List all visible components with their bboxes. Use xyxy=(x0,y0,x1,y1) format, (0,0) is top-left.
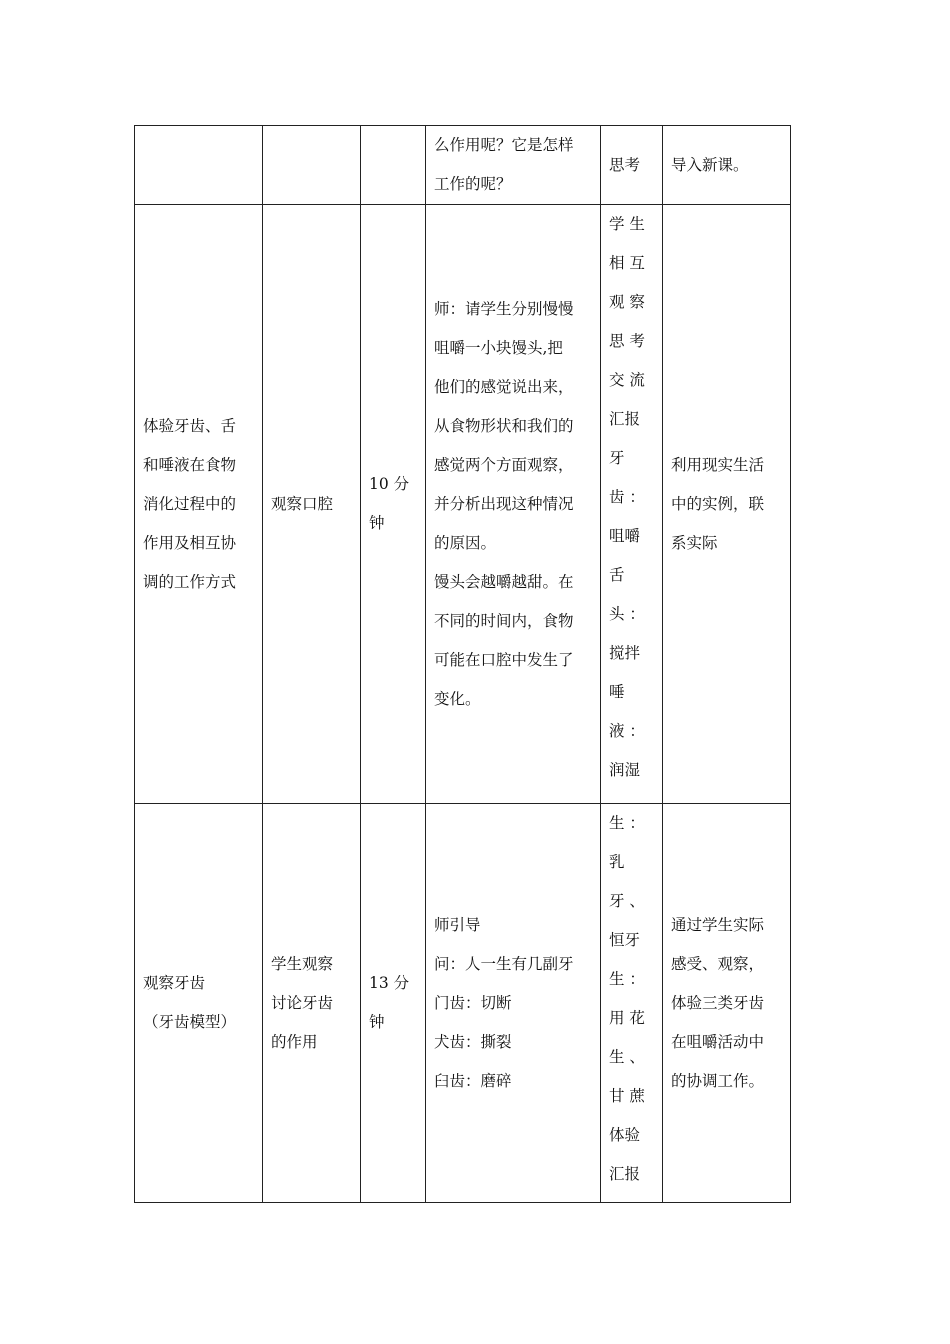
table-row xyxy=(135,126,791,205)
activity-cell xyxy=(263,126,361,205)
teacher-activity-cell: 师引导 问：人一生有几副牙 门齿：切断 犬齿：撕裂 臼齿：磨碎 xyxy=(426,804,601,1203)
table-row xyxy=(135,804,791,1203)
student-activity-cell: 学 生 相 互 观 察 思 考 交 流 汇报 牙 齿 ： 咀嚼 舌 头 ： 搅拌 唾 液 ： 润湿 xyxy=(601,205,663,804)
lesson-plan-table xyxy=(134,125,791,1203)
goal-cell: 观察牙齿 （牙齿模型） xyxy=(135,804,263,1203)
student-activity-cell: 思考 xyxy=(601,126,663,205)
activity-cell: 观察口腔 xyxy=(263,205,361,804)
time-cell: 13 分 钟 xyxy=(361,804,426,1203)
design-intent-cell: 通过学生实际 感受、观察， 体验三类牙齿 在咀嚼活动中 的协调工作。 xyxy=(663,804,791,1203)
table-row xyxy=(135,205,791,804)
goal-cell: 体验牙齿、舌 和唾液在食物 消化过程中的 作用及相互协 调的工作方式 xyxy=(135,205,263,804)
time-cell: 10 分 钟 xyxy=(361,205,426,804)
teacher-activity-cell: 么作用呢？它是怎样 工作的呢？ xyxy=(426,126,601,205)
teacher-activity-cell: 师：请学生分别慢慢 咀嚼一小块馒头,把 他们的感觉说出来， 从食物形状和我们的 感觉两个方面观察， 并分析出现这种情况 的原因。 馒头会越嚼越甜。在 不同的时间内，食物 可能在口腔中发生了 变化。 xyxy=(426,205,601,804)
design-intent-cell: 利用现实生活 中的实例，联 系实际 xyxy=(663,205,791,804)
time-cell xyxy=(361,126,426,205)
activity-cell: 学生观察 讨论牙齿 的作用 xyxy=(263,804,361,1203)
goal-cell xyxy=(135,126,263,205)
design-intent-cell: 导入新课。 xyxy=(663,126,791,205)
student-activity-cell: 生 ： 乳 牙 、 恒牙 生 ： 用 花 生 、 甘 蔗 体验 汇报 xyxy=(601,804,663,1203)
